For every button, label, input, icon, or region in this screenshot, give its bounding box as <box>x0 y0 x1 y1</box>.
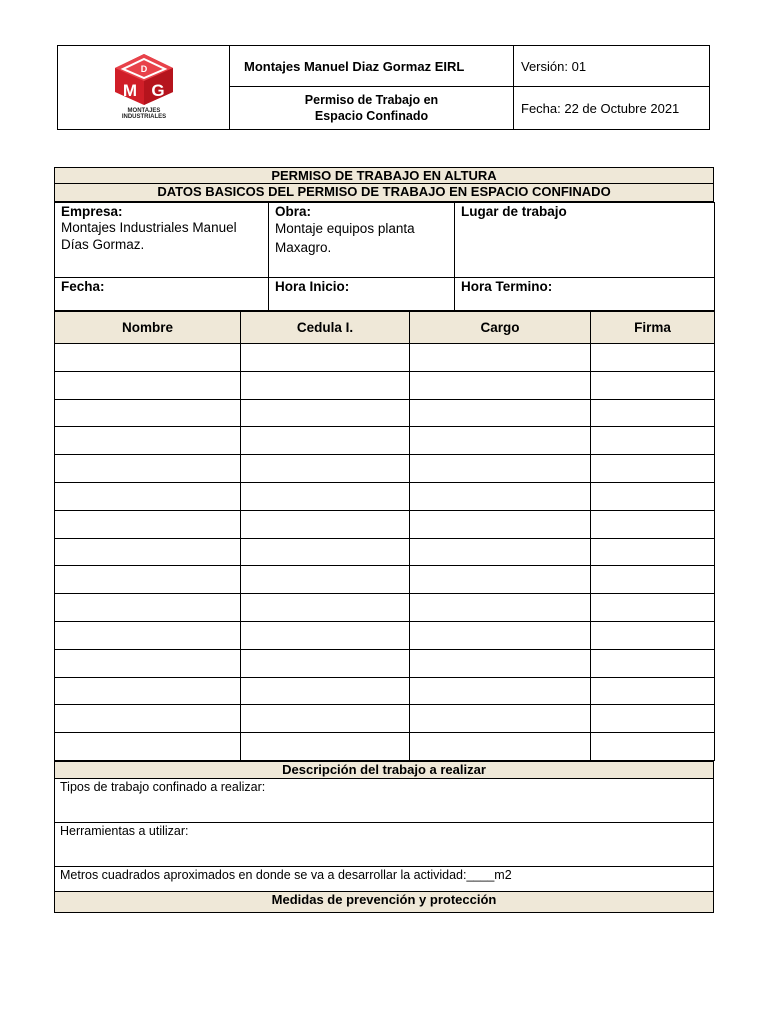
cedula-cell[interactable] <box>241 510 410 538</box>
cedula-cell[interactable] <box>241 649 410 677</box>
cargo-cell[interactable] <box>410 566 591 594</box>
workers-table <box>54 311 715 761</box>
document-version: Versión: 01 <box>514 46 709 87</box>
table-row <box>55 677 715 705</box>
table-row <box>55 344 715 372</box>
medidas-heading: Medidas de prevención y protección <box>55 891 714 912</box>
table-row <box>55 566 715 594</box>
nombre-cell[interactable] <box>55 510 241 538</box>
cedula-cell[interactable] <box>241 344 410 372</box>
table-row <box>55 399 715 427</box>
table-row <box>55 510 715 538</box>
cedula-cell[interactable] <box>241 733 410 761</box>
cedula-cell[interactable] <box>241 371 410 399</box>
document-header <box>57 45 710 130</box>
nombre-cell[interactable] <box>55 594 241 622</box>
nombre-cell[interactable] <box>55 482 241 510</box>
hora-inicio-cell[interactable] <box>269 278 455 311</box>
nombre-cell[interactable] <box>55 538 241 566</box>
column-header-firma: Firma <box>591 312 715 344</box>
firma-cell[interactable] <box>591 538 715 566</box>
nombre-cell[interactable] <box>55 427 241 455</box>
metros-cuadrados-field[interactable]: Metros cuadrados aproximados en donde se va a desarrollar la actividad:____m2 <box>55 866 714 891</box>
obra-value: Montaje equipos planta Maxagro. <box>275 221 415 255</box>
cargo-cell[interactable] <box>410 621 591 649</box>
cedula-cell[interactable] <box>241 566 410 594</box>
fecha-cell[interactable] <box>55 278 269 311</box>
tipos-trabajo-field[interactable]: Tipos de trabajo confinado a realizar: <box>55 778 714 822</box>
nombre-cell[interactable] <box>55 733 241 761</box>
company-logo <box>111 52 177 124</box>
hora-termino-cell[interactable] <box>455 278 715 311</box>
table-row <box>55 705 715 733</box>
logo-cube-icon <box>111 52 177 106</box>
table-row <box>55 455 715 483</box>
firma-cell[interactable] <box>591 427 715 455</box>
basic-data-table <box>54 202 715 311</box>
lugar-label: Lugar de trabajo <box>461 204 567 219</box>
cedula-cell[interactable] <box>241 399 410 427</box>
firma-cell[interactable] <box>591 371 715 399</box>
firma-cell[interactable] <box>591 621 715 649</box>
description-heading: Descripción del trabajo a realizar <box>55 761 714 778</box>
svg-text:G: G <box>151 81 165 100</box>
firma-cell[interactable] <box>591 705 715 733</box>
firma-cell[interactable] <box>591 733 715 761</box>
table-row <box>55 427 715 455</box>
form-title: PERMISO DE TRABAJO EN ALTURA <box>54 167 714 184</box>
permit-form <box>54 167 714 913</box>
form-subtitle: DATOS BASICOS DEL PERMISO DE TRABAJO EN ESPACIO CONFINADO <box>54 184 714 202</box>
logo-text-industriales: INDUSTRIALES <box>121 114 167 120</box>
herramientas-field[interactable]: Herramientas a utilizar: <box>55 822 714 866</box>
company-name: Montajes Manuel Diaz Gormaz EIRL <box>230 46 514 87</box>
logo-text-montajes: MONTAJES <box>127 108 161 114</box>
fecha-label: Fecha: <box>61 279 105 294</box>
table-row <box>55 371 715 399</box>
hora-inicio-label: Hora Inicio: <box>275 279 350 294</box>
cargo-cell[interactable] <box>410 344 591 372</box>
cargo-cell[interactable] <box>410 455 591 483</box>
nombre-cell[interactable] <box>55 621 241 649</box>
firma-cell[interactable] <box>591 344 715 372</box>
cedula-cell[interactable] <box>241 621 410 649</box>
table-row <box>55 594 715 622</box>
table-row <box>55 733 715 761</box>
cargo-cell[interactable] <box>410 733 591 761</box>
column-header-cedula: Cedula I. <box>241 312 410 344</box>
document-date: Fecha: 22 de Octubre 2021 <box>521 100 680 116</box>
cargo-cell[interactable] <box>410 649 591 677</box>
nombre-cell[interactable] <box>55 566 241 594</box>
nombre-cell[interactable] <box>55 455 241 483</box>
nombre-cell[interactable] <box>55 649 241 677</box>
svg-text:D: D <box>140 64 148 74</box>
firma-cell[interactable] <box>591 594 715 622</box>
cedula-cell[interactable] <box>241 594 410 622</box>
cargo-cell[interactable] <box>410 427 591 455</box>
firma-cell[interactable] <box>591 399 715 427</box>
firma-cell[interactable] <box>591 510 715 538</box>
column-header-cargo: Cargo <box>410 312 591 344</box>
nombre-cell[interactable] <box>55 371 241 399</box>
table-row <box>55 538 715 566</box>
obra-label: Obra: <box>275 204 312 219</box>
cedula-cell[interactable] <box>241 427 410 455</box>
empresa-value: Montajes Industriales Manuel Días Gormaz. <box>61 220 237 252</box>
nombre-cell[interactable] <box>55 344 241 372</box>
lugar-cell[interactable] <box>455 203 715 278</box>
nombre-cell[interactable] <box>55 399 241 427</box>
firma-cell[interactable] <box>591 649 715 677</box>
table-row <box>55 482 715 510</box>
description-table <box>54 761 714 913</box>
cedula-cell[interactable] <box>241 677 410 705</box>
svg-text:M: M <box>122 81 138 100</box>
cargo-cell[interactable] <box>410 594 591 622</box>
logo-cell <box>58 46 230 129</box>
firma-cell[interactable] <box>591 677 715 705</box>
hora-termino-label: Hora Termino: <box>461 279 553 294</box>
cedula-cell[interactable] <box>241 538 410 566</box>
cargo-cell[interactable] <box>410 482 591 510</box>
cedula-cell[interactable] <box>241 482 410 510</box>
cargo-cell[interactable] <box>410 510 591 538</box>
firma-cell[interactable] <box>591 455 715 483</box>
nombre-cell[interactable] <box>55 705 241 733</box>
empresa-cell[interactable] <box>55 203 269 278</box>
cargo-cell[interactable] <box>410 538 591 566</box>
table-row <box>55 621 715 649</box>
cargo-cell[interactable] <box>410 705 591 733</box>
cargo-cell[interactable] <box>410 371 591 399</box>
firma-cell[interactable] <box>591 566 715 594</box>
cargo-cell[interactable] <box>410 399 591 427</box>
firma-cell[interactable] <box>591 482 715 510</box>
cargo-cell[interactable] <box>410 677 591 705</box>
table-row <box>55 649 715 677</box>
obra-cell[interactable] <box>269 203 455 278</box>
cedula-cell[interactable] <box>241 705 410 733</box>
column-header-nombre: Nombre <box>55 312 241 344</box>
cedula-cell[interactable] <box>241 455 410 483</box>
empresa-label: Empresa: <box>61 204 123 219</box>
nombre-cell[interactable] <box>55 677 241 705</box>
document-title: Permiso de Trabajo en Espacio Confinado <box>230 87 514 129</box>
